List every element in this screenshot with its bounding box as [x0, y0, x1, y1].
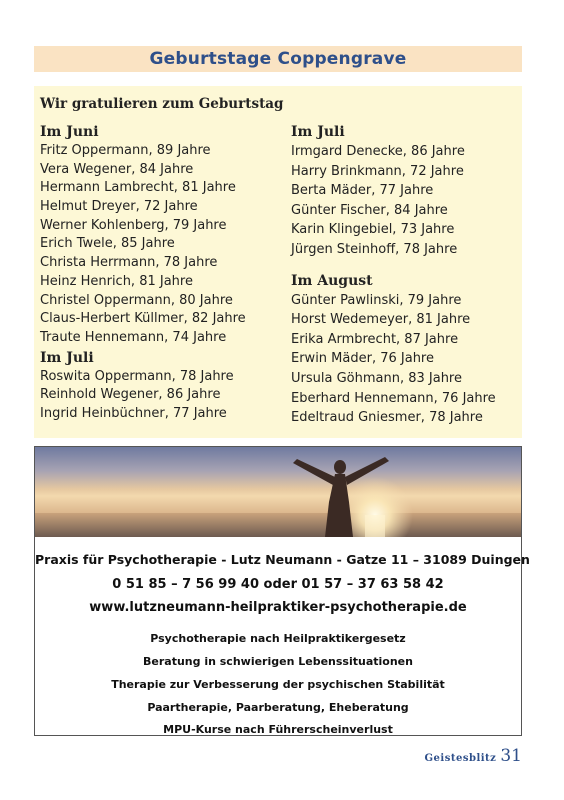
birthday-entry: Helmut Dreyer, 72 Jahre: [40, 199, 198, 215]
birthday-entry: Karin Klingebiel, 73 Jahre: [291, 222, 455, 238]
service-item: Beratung in schwierigen Lebenssituationen: [143, 655, 413, 668]
birthday-entry: Erwin Mäder, 76 Jahre: [291, 351, 434, 367]
month-heading: Im Juli: [40, 349, 94, 366]
birthday-entry: Christa Herrmann, 78 Jahre: [40, 255, 218, 271]
birthday-list-box: [34, 86, 522, 438]
intro-heading: Wir gratulieren zum Geburtstag: [40, 96, 284, 112]
birthday-entry: Fritz Oppermann, 89 Jahre: [40, 143, 211, 158]
birthday-entry: Harry Brinkmann, 72 Jahre: [291, 163, 464, 179]
month-heading: Im Juli: [291, 124, 345, 140]
practice-address: Praxis für Psychotherapie - Lutz Neumann - Gatze 11 – 31089 Duingen: [35, 552, 530, 567]
service-item: MPU-Kurse nach Führerscheinverlust: [163, 723, 393, 736]
page-title: Geburtstage Coppengrave: [34, 46, 522, 72]
practice-website[interactable]: www.lutzneumann-heilpraktiker-psychotherapie.de: [89, 600, 467, 615]
birthday-entry: Roswita Oppermann, 78 Jahre: [40, 368, 234, 384]
birthday-entry: Horst Wedemeyer, 81 Jahre: [291, 312, 471, 328]
birthday-entry: Ursula Göhmann, 83 Jahre: [291, 370, 462, 386]
birthday-entry: Erika Armbrecht, 87 Jahre: [291, 331, 459, 347]
birthday-entry: Ingrid Heinbüchner, 77 Jahre: [40, 405, 227, 421]
birthday-entry: Berta Mäder, 77 Jahre: [291, 183, 434, 199]
birthday-entry: Erich Twele, 85 Jahre: [40, 236, 175, 252]
birthday-entry: Hermann Lambrecht, 81 Jahre: [40, 180, 236, 196]
left-column: [40, 122, 246, 424]
page-number: 31: [500, 746, 522, 766]
page-footer: [425, 746, 522, 766]
birthday-entry: Vera Wegener, 84 Jahre: [40, 161, 194, 177]
service-item: Therapie zur Verbesserung der psychischen Stabilität: [111, 678, 445, 691]
birthday-entry: Claus-Herbert Küllmer, 82 Jahre: [40, 311, 246, 327]
birthday-entry: Günter Fischer, 84 Jahre: [291, 202, 448, 218]
publication-name: Geistesblitz: [424, 753, 497, 764]
birthday-entry: Edeltraud Gniesmer, 78 Jahre: [291, 410, 483, 426]
practice-phone: 0 51 85 – 7 56 99 40 oder 01 57 – 37 63 58 42: [112, 577, 444, 592]
month-heading: Im August: [291, 272, 373, 289]
birthday-entry: Eberhard Hennemann, 76 Jahre: [291, 390, 496, 406]
birthday-entry: Werner Kohlenberg, 79 Jahre: [40, 217, 227, 233]
sunset-photo: [35, 447, 521, 537]
birthday-entry: Traute Hennemann, 74 Jahre: [40, 329, 227, 345]
birthday-entry: Jürgen Steinhoff, 78 Jahre: [291, 241, 458, 257]
birthday-entry: Günter Pawlinski, 79 Jahre: [291, 292, 462, 308]
birthday-entry: Irmgard Denecke, 86 Jahre: [291, 144, 465, 159]
advertisement: [34, 446, 530, 736]
birthday-entry: Christel Oppermann, 80 Jahre: [40, 292, 233, 308]
service-item: Psychotherapie nach Heilpraktikergesetz: [150, 632, 406, 645]
birthday-entry: Reinhold Wegener, 86 Jahre: [40, 387, 221, 403]
right-column: [291, 122, 496, 428]
birthday-entry: Heinz Henrich, 81 Jahre: [40, 273, 193, 289]
month-heading: Im Juni: [40, 124, 99, 140]
service-item: Paartherapie, Paarberatung, Eheberatung: [147, 701, 409, 714]
